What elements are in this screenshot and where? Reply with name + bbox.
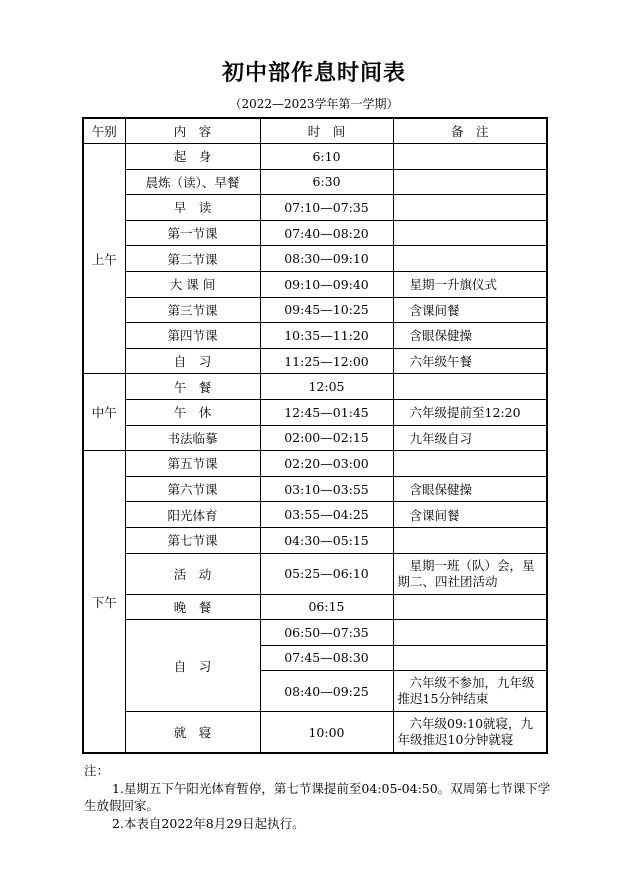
header-content: 内 容 <box>125 118 260 144</box>
row-note <box>393 620 547 646</box>
row-note: 六年级09:10就寝，九年级推迟10分钟就寝 <box>393 712 547 754</box>
table-header-row <box>83 118 547 144</box>
table-row <box>83 220 547 246</box>
row-time: 04:30—05:15 <box>260 527 393 553</box>
row-content: 自 习 <box>125 348 260 374</box>
row-content: 阳光体育 <box>125 502 260 528</box>
table-row <box>83 594 547 620</box>
header-period: 午别 <box>83 118 125 144</box>
row-content: 第四节课 <box>125 323 260 349</box>
row-time: 07:45—08:30 <box>260 645 393 671</box>
period-morning: 上午 <box>83 144 125 374</box>
row-note: 含课间餐 <box>393 297 547 323</box>
row-note: 含眼保健操 <box>393 476 547 502</box>
row-content: 活 动 <box>125 553 260 594</box>
row-content: 自 习 <box>125 620 260 712</box>
row-content: 午 休 <box>125 399 260 425</box>
row-time: 09:10—09:40 <box>260 271 393 297</box>
row-note: 六年级不参加，九年级推迟15分钟结束 <box>393 671 547 712</box>
footnote-item-2: 2.本表自2022年8月29日起执行。 <box>112 815 305 831</box>
row-content: 起 身 <box>125 144 260 170</box>
row-time: 06:50—07:35 <box>260 620 393 646</box>
row-content: 大 课 间 <box>125 271 260 297</box>
table-row <box>83 553 547 594</box>
table-row <box>83 451 547 477</box>
table-row <box>83 271 547 297</box>
row-time: 09:45—10:25 <box>260 297 393 323</box>
table-row <box>83 425 547 451</box>
table-row <box>83 195 547 221</box>
row-note: 九年级自习 <box>393 425 547 451</box>
row-time: 02:20—03:00 <box>260 451 393 477</box>
row-note: 六年级午餐 <box>393 348 547 374</box>
period-noon: 中午 <box>83 374 125 451</box>
table-row <box>83 297 547 323</box>
row-note <box>393 594 547 620</box>
footnote-item-1: 1.星期五下午阳光体育暂停，第七节课提前至04:05-04:50。双周第七节课下学生放假回家。 <box>84 780 551 813</box>
row-content: 就 寝 <box>125 712 260 754</box>
schedule-table <box>82 117 548 754</box>
row-time: 12:05 <box>260 374 393 400</box>
table-row <box>83 348 547 374</box>
row-content: 第三节课 <box>125 297 260 323</box>
row-note: 星期一升旗仪式 <box>393 271 547 297</box>
row-content: 早 读 <box>125 195 260 221</box>
row-note <box>393 195 547 221</box>
row-time: 02:00—02:15 <box>260 425 393 451</box>
table-row <box>83 502 547 528</box>
row-time: 08:40—09:25 <box>260 671 393 712</box>
header-note: 备 注 <box>393 118 547 144</box>
row-note: 星期一班（队）会，星期二、四社团活动 <box>393 553 547 594</box>
row-note <box>393 246 547 272</box>
table-row <box>83 527 547 553</box>
footnotes <box>84 762 554 832</box>
row-time: 6:30 <box>260 169 393 195</box>
row-note <box>393 144 547 170</box>
table-row <box>83 399 547 425</box>
footnote-label: 注： <box>84 763 110 778</box>
row-note <box>393 374 547 400</box>
page-subtitle: （2022—2023学年第一学期） <box>229 97 399 111</box>
row-time: 12:45—01:45 <box>260 399 393 425</box>
page-title: 初中部作息时间表 <box>221 61 406 86</box>
header-time: 时 间 <box>260 118 393 144</box>
row-content: 午 餐 <box>125 374 260 400</box>
table-row <box>83 169 547 195</box>
table-row <box>83 144 547 170</box>
table-row <box>83 323 547 349</box>
row-time: 10:00 <box>260 712 393 754</box>
row-content: 第六节课 <box>125 476 260 502</box>
table-row <box>83 374 547 400</box>
row-time: 10:35—11:20 <box>260 323 393 349</box>
row-time: 07:10—07:35 <box>260 195 393 221</box>
table-row <box>83 476 547 502</box>
table-row <box>83 246 547 272</box>
row-content: 晨炼（读）、早餐 <box>125 169 260 195</box>
row-time: 07:40—08:20 <box>260 220 393 246</box>
row-note: 六年级提前至12:20 <box>393 399 547 425</box>
period-afternoon: 下午 <box>83 451 125 754</box>
row-time: 11:25—12:00 <box>260 348 393 374</box>
row-time: 03:10—03:55 <box>260 476 393 502</box>
row-time: 6:10 <box>260 144 393 170</box>
row-time: 05:25—06:10 <box>260 553 393 594</box>
row-time: 03:55—04:25 <box>260 502 393 528</box>
row-note <box>393 451 547 477</box>
row-content: 第七节课 <box>125 527 260 553</box>
row-content: 第一节课 <box>125 220 260 246</box>
row-note: 含眼保健操 <box>393 323 547 349</box>
row-content: 第五节课 <box>125 451 260 477</box>
table-row <box>83 712 547 754</box>
row-content: 晚 餐 <box>125 594 260 620</box>
row-note <box>393 169 547 195</box>
row-content: 书法临摹 <box>125 425 260 451</box>
row-time: 08:30—09:10 <box>260 246 393 272</box>
row-note: 含课间餐 <box>393 502 547 528</box>
table-row <box>83 620 547 646</box>
row-note <box>393 645 547 671</box>
row-note <box>393 527 547 553</box>
row-content: 第二节课 <box>125 246 260 272</box>
row-time: 06:15 <box>260 594 393 620</box>
row-note <box>393 220 547 246</box>
